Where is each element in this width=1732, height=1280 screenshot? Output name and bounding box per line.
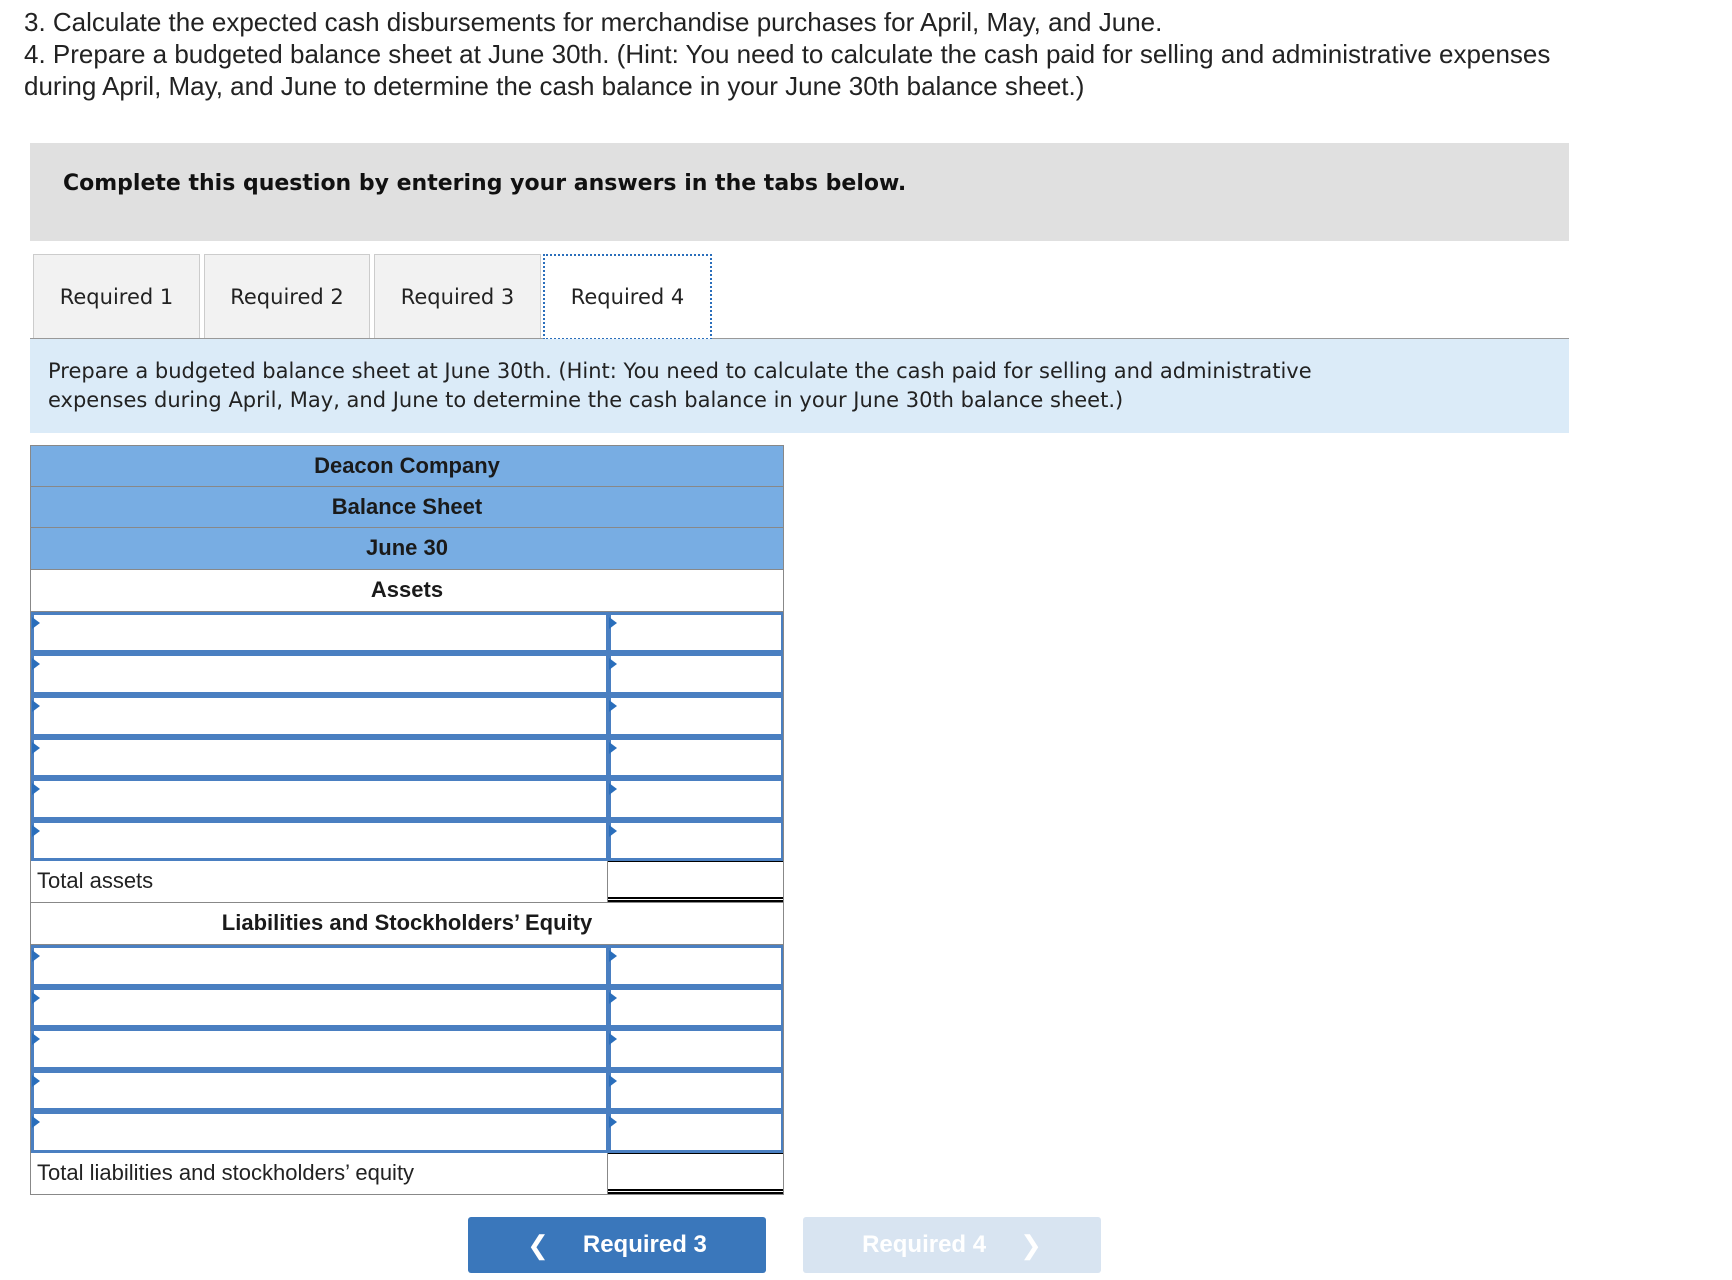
tab-required-2[interactable]: Required 2 bbox=[204, 254, 370, 338]
liability-amount-cell[interactable] bbox=[608, 987, 783, 1029]
prev-required-3-button[interactable] bbox=[468, 1217, 766, 1273]
assets-header: Assets bbox=[30, 570, 784, 612]
tab-required-1[interactable]: Required 1 bbox=[33, 254, 200, 338]
liability-amount-cell[interactable] bbox=[608, 1111, 783, 1153]
question-line-4-cont: during April, May, and June to determine the cash balance in your June 30th balance sheet.) bbox=[24, 71, 1085, 101]
asset-account-input[interactable] bbox=[34, 823, 606, 859]
hint-line-1: Prepare a budgeted balance sheet at June 30th. (Hint: You need to calculate the cash paid for selling and administrative bbox=[48, 359, 1312, 383]
total-assets-row bbox=[30, 861, 784, 903]
liability-amount-input[interactable] bbox=[611, 1073, 781, 1109]
next-button-label: Required 4 bbox=[862, 1231, 987, 1258]
asset-input-row bbox=[30, 737, 784, 779]
liability-amount-cell[interactable] bbox=[608, 945, 783, 987]
asset-account-select[interactable] bbox=[31, 612, 608, 654]
company-name: Deacon Company bbox=[30, 445, 784, 487]
question-line-4: 4. Prepare a budgeted balance sheet at June 30th. (Hint: You need to calculate the cash paid for selling and administrative expenses bbox=[24, 39, 1551, 69]
liability-input-row bbox=[30, 1111, 784, 1153]
liability-account-select[interactable] bbox=[31, 1111, 608, 1153]
liabilities-equity-header: Liabilities and Stockholders’ Equity bbox=[30, 903, 784, 945]
hint-line-2: expenses during April, May, and June to determine the cash balance in your June 30th balance sheet.) bbox=[48, 388, 1124, 412]
asset-amount-input[interactable] bbox=[611, 740, 781, 776]
asset-account-select[interactable] bbox=[31, 820, 608, 862]
asset-account-select[interactable] bbox=[31, 737, 608, 779]
balance-sheet-table bbox=[30, 445, 784, 1195]
liability-account-select[interactable] bbox=[31, 945, 608, 987]
liability-account-input[interactable] bbox=[34, 1114, 606, 1150]
question-line-3: 3. Calculate the expected cash disbursements for merchandise purchases for April, May, and June. bbox=[24, 7, 1163, 37]
asset-amount-cell[interactable] bbox=[608, 820, 783, 862]
asset-account-input[interactable] bbox=[34, 698, 606, 734]
asset-amount-cell[interactable] bbox=[608, 737, 783, 779]
liability-account-input[interactable] bbox=[34, 948, 606, 984]
liability-input-row bbox=[30, 987, 784, 1029]
asset-account-input[interactable] bbox=[34, 656, 606, 692]
liability-account-select[interactable] bbox=[31, 1070, 608, 1112]
chevron-right-icon: ❯ bbox=[1020, 1229, 1042, 1260]
asset-input-row bbox=[30, 653, 784, 695]
asset-account-select[interactable] bbox=[31, 778, 608, 820]
liability-amount-input[interactable] bbox=[611, 990, 781, 1026]
total-liabilities-equity-row bbox=[30, 1153, 784, 1195]
liability-amount-input[interactable] bbox=[611, 1114, 781, 1150]
asset-amount-cell[interactable] bbox=[608, 653, 783, 695]
asset-amount-input[interactable] bbox=[611, 656, 781, 692]
tab-bar bbox=[30, 254, 1569, 339]
asset-amount-input[interactable] bbox=[611, 698, 781, 734]
total-assets-label: Total assets bbox=[31, 861, 608, 902]
asset-amount-cell[interactable] bbox=[608, 778, 783, 820]
liability-account-select[interactable] bbox=[31, 987, 608, 1029]
asset-account-input[interactable] bbox=[34, 740, 606, 776]
liability-account-input[interactable] bbox=[34, 1031, 606, 1067]
asset-amount-input[interactable] bbox=[611, 781, 781, 817]
liability-input-row bbox=[30, 945, 784, 987]
asset-account-input[interactable] bbox=[34, 615, 606, 651]
liability-amount-input[interactable] bbox=[611, 1031, 781, 1067]
asset-amount-input[interactable] bbox=[611, 615, 781, 651]
liability-input-row bbox=[30, 1028, 784, 1070]
total-liabilities-equity-value bbox=[608, 1153, 783, 1194]
liability-account-input[interactable] bbox=[34, 1073, 606, 1109]
asset-amount-cell[interactable] bbox=[608, 695, 783, 737]
asset-input-row bbox=[30, 778, 784, 820]
instruction-banner: Complete this question by entering your answers in the tabs below. bbox=[30, 143, 1569, 241]
asset-amount-input[interactable] bbox=[611, 823, 781, 859]
total-assets-value bbox=[608, 861, 783, 902]
liability-input-row bbox=[30, 1070, 784, 1112]
asset-account-select[interactable] bbox=[31, 695, 608, 737]
prev-button-label: Required 3 bbox=[582, 1231, 707, 1258]
tab-required-3[interactable]: Required 3 bbox=[374, 254, 541, 338]
liability-amount-cell[interactable] bbox=[608, 1070, 783, 1112]
statement-title: Balance Sheet bbox=[30, 487, 784, 529]
hint-box bbox=[30, 339, 1569, 433]
asset-input-row bbox=[30, 695, 784, 737]
chevron-left-icon: ❮ bbox=[527, 1229, 549, 1260]
asset-amount-cell[interactable] bbox=[608, 612, 783, 654]
liability-amount-input[interactable] bbox=[611, 948, 781, 984]
asset-account-input[interactable] bbox=[34, 781, 606, 817]
tab-required-4[interactable]: Required 4 bbox=[543, 254, 712, 340]
statement-date: June 30 bbox=[30, 528, 784, 570]
total-liabilities-equity-label: Total liabilities and stockholders’ equity bbox=[31, 1153, 608, 1194]
asset-account-select[interactable] bbox=[31, 653, 608, 695]
asset-input-row bbox=[30, 820, 784, 862]
liability-amount-cell[interactable] bbox=[608, 1028, 783, 1070]
liability-account-select[interactable] bbox=[31, 1028, 608, 1070]
next-required-4-button[interactable] bbox=[803, 1217, 1101, 1273]
liability-account-input[interactable] bbox=[34, 990, 606, 1026]
asset-input-row bbox=[30, 612, 784, 654]
